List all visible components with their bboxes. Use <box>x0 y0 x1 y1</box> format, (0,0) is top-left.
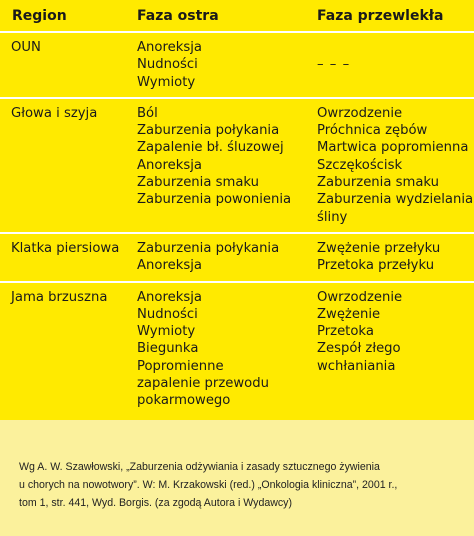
cell-region: Klatka piersiowa <box>0 233 125 282</box>
cell-chronic <box>305 32 474 98</box>
cell-line: Owrzodzenie <box>317 105 403 121</box>
cell-line: Próchnica zębów <box>317 123 428 139</box>
cell-line: Anoreksja <box>137 157 202 173</box>
cell-line: Zapalenie bł. śluzowej <box>137 140 284 156</box>
cell-region: Jama brzuszna <box>11 289 108 305</box>
cell-chronic <box>305 233 474 282</box>
cell-line: Biegunka <box>137 341 199 357</box>
source-footnote <box>0 448 474 536</box>
table-row <box>0 32 474 98</box>
header-region: Region <box>0 0 125 32</box>
cell-line: Przetoka przełyku <box>317 258 435 274</box>
cell-line: Owrzodzenie <box>317 289 403 305</box>
table-body <box>0 32 474 420</box>
cell-line: zapalenie przewodu <box>137 376 269 392</box>
cell-line: Zaburzenia powonienia <box>137 192 292 208</box>
footnote-line: u chorych na nowotwory”. W: M. Krzakowski (red.) „Onkologia kliniczna”, 2001 r., <box>19 478 398 491</box>
cell-line: Zaburzenia połykania <box>137 123 280 139</box>
cell-line: Martwica popromienna <box>317 140 469 156</box>
table-header <box>0 0 474 32</box>
cell-line: Zwężenie <box>317 306 381 322</box>
header-row <box>0 0 474 32</box>
cell-chronic <box>305 98 474 233</box>
cell-line: śliny <box>317 209 348 225</box>
table-row <box>0 233 474 282</box>
header-acute: Faza ostra <box>125 0 305 32</box>
cell-line: Anoreksja <box>137 289 202 305</box>
cell-line: Wymioty <box>137 324 196 340</box>
cell-line: Zwężenie przełyku <box>317 240 441 256</box>
header-chronic: Faza przewlekła <box>305 0 474 32</box>
cell-acute <box>125 32 305 98</box>
cell-acute <box>125 233 305 282</box>
cell-line: Nudności <box>137 306 198 322</box>
cell-line: Zaburzenia wydzielania <box>317 192 474 208</box>
cell-acute <box>125 98 305 233</box>
cell-line: Ból <box>137 105 158 121</box>
table-row <box>0 98 474 233</box>
cell-line: Popromienne <box>137 358 224 374</box>
cell-line: Zaburzenia smaku <box>317 175 439 191</box>
cell-line: Anoreksja <box>137 258 202 274</box>
cell-line: Anoreksja <box>137 40 202 55</box>
cell-line: pokarmowego <box>137 393 231 409</box>
cell-line: Wymioty <box>137 74 196 90</box>
cell-acute <box>125 282 305 420</box>
cell-line: Zaburzenia połykania <box>137 240 280 256</box>
cell-line: Przetoka <box>317 324 374 340</box>
footnote-line: tom 1, str. 441, Wyd. Borgis. (za zgodą Autora i Wydawcy) <box>19 496 293 509</box>
cell-chronic <box>305 282 474 420</box>
cell-region: OUN <box>0 32 125 98</box>
cell-line: Szczękościsk <box>317 157 403 173</box>
cell-line: Zespół złego <box>317 341 401 357</box>
cell-line: wchłaniania <box>317 358 396 374</box>
table-row <box>0 282 474 420</box>
cell-line: Nudności <box>137 57 198 73</box>
cell-region: Głowa i szyja <box>0 98 125 233</box>
empty-marker: – – – <box>317 57 351 72</box>
footnote-line: Wg A. W. Szawłowski, „Zaburzenia odżywiania i zasady sztucznego żywienia <box>19 461 380 473</box>
cell-line: Zaburzenia smaku <box>137 175 259 191</box>
